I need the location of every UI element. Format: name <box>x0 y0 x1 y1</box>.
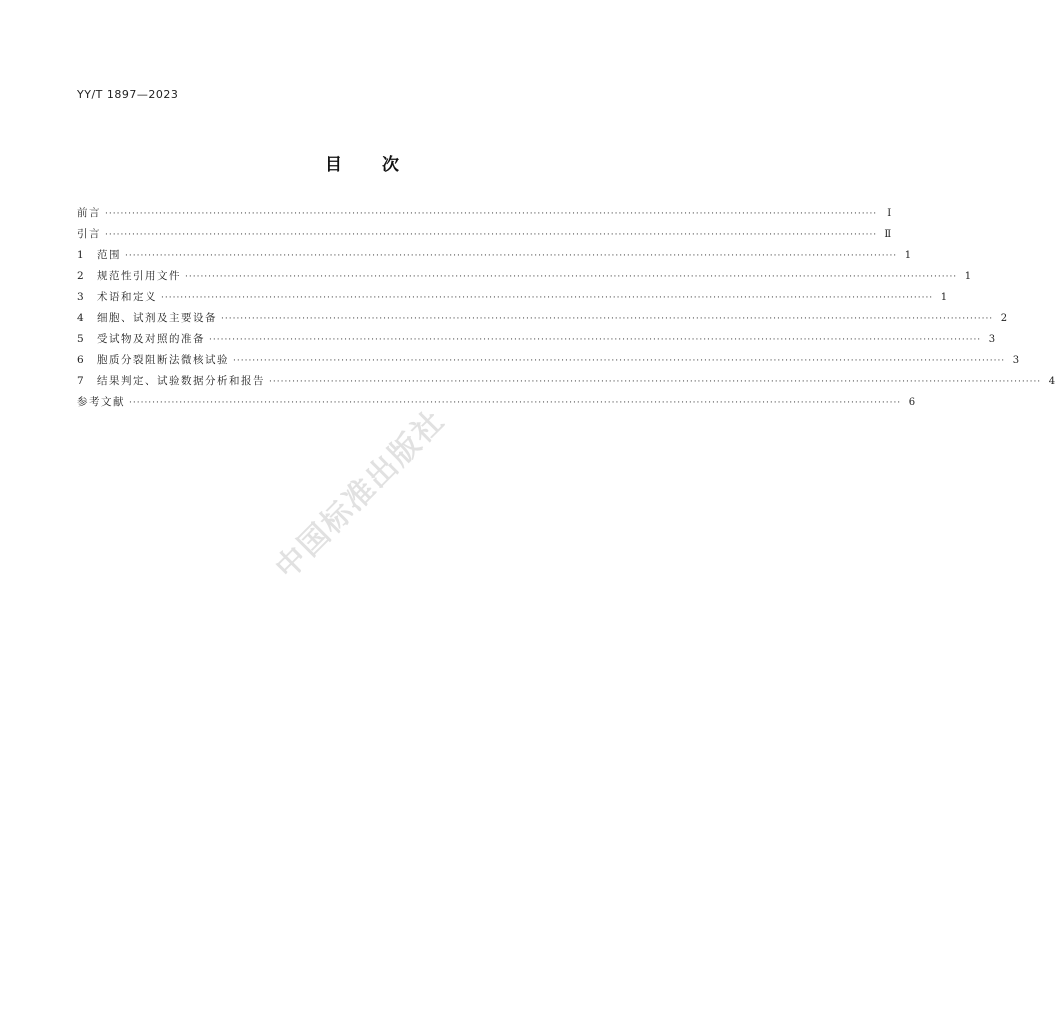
toc-entry-number: 5 <box>77 333 84 345</box>
toc-entry-page: 1 <box>964 271 972 282</box>
toc-entry-page: Ⅰ <box>887 208 892 219</box>
standard-code: YY/T 1897—2023 <box>77 88 179 101</box>
toc-entry-number: 2 <box>77 270 84 282</box>
toc-entry-number: 6 <box>77 354 84 366</box>
toc-entry-title: 前言 <box>77 207 101 219</box>
toc-entry-cells-reagents[interactable] <box>77 310 1008 331</box>
toc-entry-title: 细胞、试剂及主要设备 <box>97 312 217 324</box>
toc-entry-page: 3 <box>1012 355 1020 366</box>
toc-leader-dots: ········································································································································································································ <box>161 293 934 303</box>
toc-entry-page: 3 <box>988 334 996 345</box>
toc-entry-scope[interactable] <box>77 247 912 268</box>
toc-entry-number: 7 <box>77 375 84 387</box>
toc-entry-title: 受试物及对照的准备 <box>97 333 205 345</box>
toc-entry-results-report[interactable] <box>77 373 1055 394</box>
toc-leader-dots: ········································································································································································································ <box>221 314 994 324</box>
toc-leader-dots: ········································································································································································································ <box>269 377 1042 387</box>
toc-entry-page: Ⅱ <box>884 229 892 240</box>
toc-entry-terms[interactable] <box>77 289 948 310</box>
toc-entry-number: 4 <box>77 312 84 324</box>
toc-entry-test-article-prep[interactable] <box>77 331 996 352</box>
toc-entry-title: 术语和定义 <box>97 291 157 303</box>
publisher-watermark: 中国标准出版社 <box>268 402 453 587</box>
toc-leader-dots: ········································································································································································································ <box>233 356 1006 366</box>
toc-entry-micronucleus-assay[interactable] <box>77 352 1020 373</box>
toc-entry-title: 胞质分裂阻断法微核试验 <box>97 354 229 366</box>
toc-entry-page: 2 <box>1000 313 1008 324</box>
toc-leader-dots: ········································································································································································································ <box>105 230 878 240</box>
toc-entry-bibliography[interactable] <box>77 394 916 415</box>
toc-entry-page: 1 <box>940 292 948 303</box>
toc-leader-dots: ········································································································································································································ <box>129 398 902 408</box>
toc-entry-title: 引言 <box>77 228 101 240</box>
toc-leader-dots: ········································································································································································································ <box>209 335 982 345</box>
toc-entry-title: 规范性引用文件 <box>97 270 181 282</box>
toc-entry-number: 1 <box>77 249 84 261</box>
toc-title: 目次 <box>325 155 439 175</box>
toc-entry-title: 结果判定、试验数据分析和报告 <box>97 375 265 387</box>
toc-leader-dots: ········································································································································································································ <box>185 272 958 282</box>
toc-entry-title: 范围 <box>97 249 121 261</box>
toc-entry-introduction[interactable] <box>77 226 892 247</box>
toc-entry-foreword[interactable] <box>77 205 892 226</box>
toc-entry-title: 参考文献 <box>77 396 125 408</box>
toc-leader-dots: ········································································································································································································ <box>105 209 878 219</box>
toc-entry-page: 1 <box>904 250 912 261</box>
toc-entry-page: 6 <box>908 397 916 408</box>
toc-entry-number: 3 <box>77 291 84 303</box>
toc-leader-dots: ········································································································································································································ <box>125 251 898 261</box>
toc-entry-normative-references[interactable] <box>77 268 972 289</box>
toc-entry-page: 4 <box>1048 376 1055 387</box>
table-of-contents <box>77 205 1055 415</box>
